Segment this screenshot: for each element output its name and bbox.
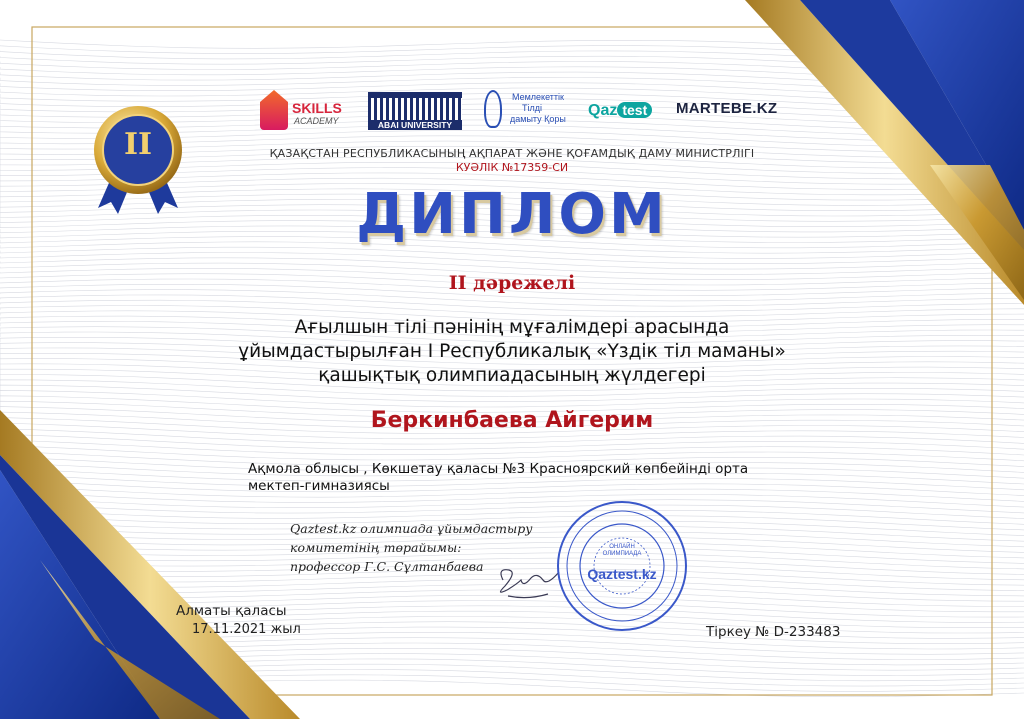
committee-line-3: профессор Г.С. Сұлтанбаева	[290, 559, 484, 574]
logo-language-fund: Мемлекеттік Тілді дамыту Қоры	[484, 88, 579, 132]
fund-emblem-icon	[484, 90, 502, 128]
registration-number: Тіркеу № D-233483	[706, 624, 841, 640]
stamp-center-text: Qaztest.kz	[587, 566, 657, 582]
committee-line-2: комитетінің төрайымы:	[290, 540, 462, 555]
skills-academy-icon	[260, 90, 288, 130]
logo-martebe: MARTEBE.KZ	[676, 100, 778, 117]
school-line-1: Ақмола облысы , Көкшетау қаласы №3 Красноярский көпбейінді орта	[248, 461, 749, 477]
school-line-2: мектеп-гимназиясы	[248, 478, 390, 494]
description-line-3: қашықтық олимпиадасының жүлдегері	[318, 365, 706, 386]
issue-date: 17.11.2021 жыл	[192, 622, 301, 637]
recipient-name: Беркинбаева Айгерим	[370, 408, 654, 433]
medal-numeral: II	[123, 127, 153, 162]
city: Алматы қаласы	[176, 603, 287, 619]
description-line-2: ұйымдастырылған I Республикалық «Үздік тіл маманы»	[238, 341, 786, 362]
ministry-line: ҚАЗАҚСТАН РЕСПУБЛИКАСЫНЫҢ АҚПАРАТ ЖӘНЕ ҚОҒАМДЫҚ ДАМУ МИНИСТРЛІГІ	[269, 147, 755, 160]
logo-skills-academy: SKILLS ACADEMY	[258, 88, 353, 138]
logo-qaztest: Qaz test	[588, 100, 652, 120]
license-number: КУӘЛІК №17359-СИ	[455, 161, 569, 174]
description-line-1: Ағылшын тілі пәнінің мұғалімдері арасында	[294, 317, 730, 338]
school-info	[248, 461, 808, 495]
diploma-title: ДИПЛОМ	[356, 182, 668, 247]
degree-label: II дәрежелі	[448, 272, 576, 294]
committee-line-1: Qaztest.kz олимпиада ұйымдастыру	[290, 521, 533, 536]
stamp-small-text: ОНЛАЙН ОЛИМПИАДА	[602, 544, 642, 557]
logo-abai-university: ABAI UNIVERSITY	[368, 92, 462, 132]
